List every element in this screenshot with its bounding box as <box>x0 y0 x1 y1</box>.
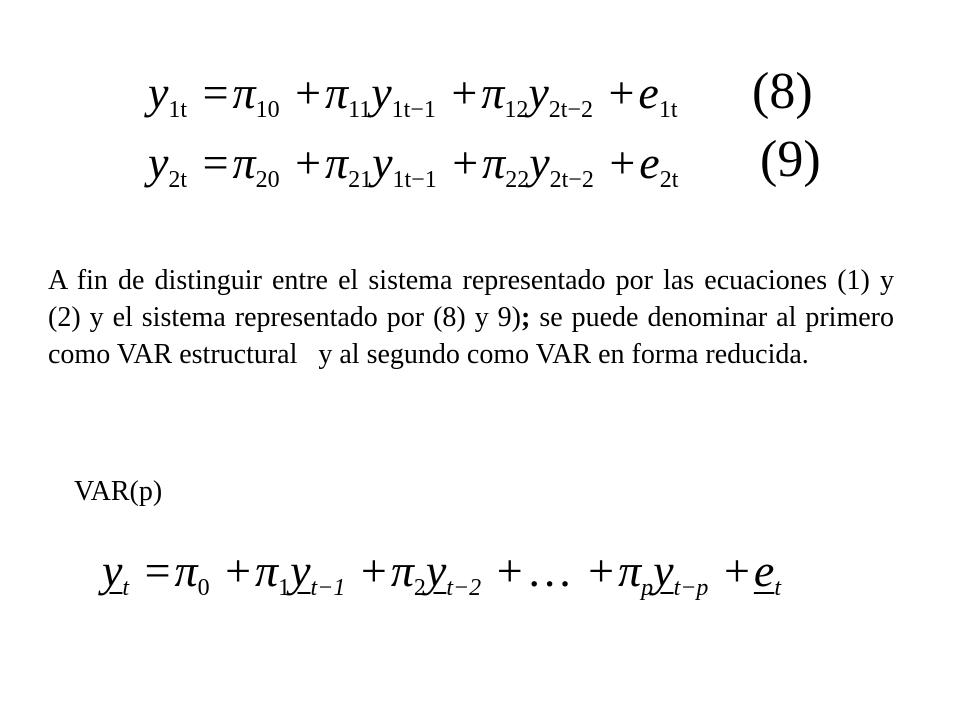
eq8-y1: y <box>371 67 392 118</box>
eq8-lhs-sub: 1t <box>168 97 188 123</box>
eq9-y2-sub: 2t−2 <box>549 167 594 193</box>
varp-y-2: y <box>425 545 447 596</box>
paragraph-part-1: A fin de distinguir entre el sistema representado por las ecuaciones (1) y (2) y el sistema representado por (8) y 9) <box>48 265 894 333</box>
eq8-e: e <box>638 67 659 118</box>
eq9-plus-3: + <box>609 137 636 188</box>
varp-pi-0: π <box>174 545 198 596</box>
eq9-plus-2: + <box>452 137 479 188</box>
eq8-pi-11: π <box>325 67 349 118</box>
eq9-y1: y <box>372 137 393 188</box>
eq9-lhs-var: y <box>148 137 169 188</box>
varp-pi-p: π <box>618 545 642 596</box>
eq8-y1-sub: 1t−1 <box>391 97 436 123</box>
varp-e: e <box>753 545 775 596</box>
varp-y-1: y <box>290 545 311 596</box>
eq8-e-sub: 1t <box>658 97 678 123</box>
eq8-pi-10-sub: 10 <box>255 97 280 123</box>
varp-pi-2: π <box>390 545 414 596</box>
eq9-y2: y <box>529 137 550 188</box>
equation-9-number: (9) <box>760 131 821 188</box>
eq8-lhs-var: y <box>148 67 169 118</box>
varp-y-p: y <box>653 545 674 596</box>
explanation-paragraph <box>48 262 901 373</box>
eq8-plus-3: + <box>608 67 635 118</box>
varp-ellipsis: … <box>526 545 573 596</box>
varp-plus-5: + <box>723 545 750 596</box>
equation-8-number: (8) <box>752 63 813 120</box>
eq9-pi-22: π <box>482 137 506 188</box>
eq8-pi-12-sub: 12 <box>504 97 529 123</box>
eq8-pi-10: π <box>232 67 256 118</box>
eq8-plus-1: + <box>295 67 322 118</box>
eq9-equals: = <box>202 137 229 188</box>
varp-equals: = <box>144 545 171 596</box>
eq9-plus-1: + <box>295 137 322 188</box>
varp-lhs-sub: t <box>122 575 130 601</box>
varp-pi-p-sub: p <box>641 575 654 601</box>
eq8-y2: y <box>528 67 549 118</box>
varp-lhs-var: y <box>102 545 123 596</box>
eq8-equals: = <box>202 67 229 118</box>
eq9-lhs-sub: 2t <box>168 167 188 193</box>
varp-plus-1: + <box>225 545 252 596</box>
varp-y-p-sub: t−p <box>673 575 709 601</box>
equation-8 <box>148 67 678 123</box>
eq9-y1-sub: 1t−1 <box>392 167 437 193</box>
eq9-pi-20: π <box>232 137 256 188</box>
varp-pi-2-sub: 2 <box>413 575 426 601</box>
eq8-pi-11-sub: 11 <box>348 97 372 123</box>
varp-plus-3: + <box>496 545 523 596</box>
eq9-pi-20-sub: 20 <box>255 167 280 193</box>
varp-pi-1: π <box>255 545 279 596</box>
var-p-label: VAR(p) <box>74 476 163 507</box>
varp-pi-0-sub: 0 <box>197 575 210 601</box>
varp-pi-1-sub: 1 <box>278 575 291 601</box>
varp-y-2-sub: t−2 <box>446 575 482 601</box>
varp-plus-4: + <box>588 545 615 596</box>
eq9-e: e <box>639 137 660 188</box>
varp-y-1-sub: t−1 <box>310 575 346 601</box>
eq9-pi-22-sub: 22 <box>505 167 530 193</box>
eq9-pi-21: π <box>325 137 349 188</box>
eq9-e-sub: 2t <box>659 167 679 193</box>
eq9-pi-21-sub: 21 <box>348 167 373 193</box>
eq8-plus-2: + <box>451 67 478 118</box>
paragraph-semicolon: ; <box>521 302 531 333</box>
equation-9 <box>148 137 679 193</box>
equation-var-p <box>102 545 781 601</box>
paragraph-part-2: se puede denominar al primero como VAR estructural y al segundo como VAR en forma reducida. <box>48 302 901 370</box>
varp-plus-2: + <box>360 545 387 596</box>
eq8-y2-sub: 2t−2 <box>548 97 593 123</box>
varp-e-sub: t <box>774 575 781 601</box>
eq8-pi-12: π <box>481 67 505 118</box>
